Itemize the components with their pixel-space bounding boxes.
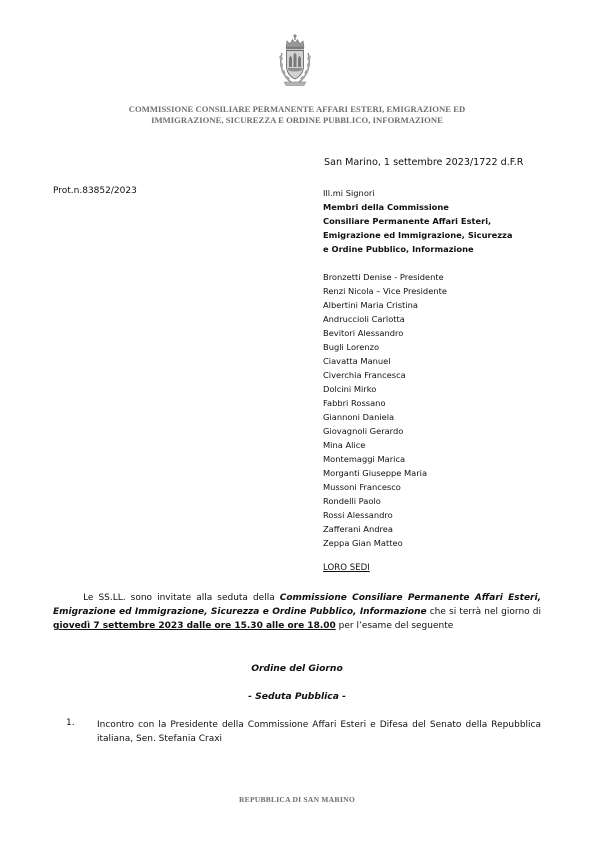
member-item: Albertini Maria Cristina xyxy=(323,300,418,310)
member-item: Bugli Lorenzo xyxy=(323,342,380,352)
meeting-date-time: giovedì 7 settembre 2023 dalle ore 15.30 alle ore 18.00 xyxy=(53,621,336,631)
salutation: Ill.mi Signori xyxy=(323,188,375,198)
invitation-text-2: che si terrà nel giorno di xyxy=(426,607,541,617)
member-item: Rondelli Paolo xyxy=(323,496,381,506)
member-item: Giannoni Daniela xyxy=(323,412,395,422)
invitation-text-3: per l’esame del seguente xyxy=(335,621,454,631)
header-line-1: COMMISSIONE CONSILIARE PERMANENTE AFFARI ESTERI, EMIGRAZIONE ED xyxy=(128,104,466,114)
member-item: Morganti Giuseppe Maria xyxy=(323,468,428,478)
member-item: Civerchia Francesca xyxy=(323,370,406,380)
member-item: Rossi Alessandro xyxy=(323,510,393,520)
agenda-item-number: 1. xyxy=(66,718,75,728)
member-item: Bronzetti Denise - Presidente xyxy=(323,272,444,282)
agenda-item-text: Incontro con la Presidente della Commissione Affari Esteri e Difesa del Senato della Repubblica italiana, Sen. Stefania Craxi xyxy=(97,720,541,744)
member-item: Zafferani Andrea xyxy=(323,524,393,534)
member-item: Bevitori Alessandro xyxy=(323,328,404,338)
member-item: Mina Alice xyxy=(323,440,366,450)
header-line-2: IMMIGRAZIONE, SICUREZZA E ORDINE PUBBLICO, INFORMAZIONE xyxy=(151,115,443,125)
member-item: Fabbri Rossano xyxy=(323,398,386,408)
member-item: Montemaggi Marica xyxy=(323,454,406,464)
commission-name: Commissione Consiliare Permanente Affari Esteri, Emigrazione ed Immigrazione, Sicurezza e Ordine Pubblico, Informazione xyxy=(53,593,541,617)
member-item: Ciavatta Manuel xyxy=(323,356,391,366)
san-marino-coat-of-arms-icon xyxy=(276,33,314,87)
member-item: Mussoni Francesco xyxy=(323,482,401,492)
member-item: Renzi Nicola – Vice Presidente xyxy=(323,286,447,296)
date-line: San Marino, 1 settembre 2023/1722 d.F.R xyxy=(324,157,524,168)
protocol-number: Prot.n.83852/2023 xyxy=(53,186,137,196)
members-list xyxy=(323,270,447,550)
invitation-text-1: Le SS.LL. sono invitate alla seduta della xyxy=(83,593,280,603)
member-item: Giovagnoli Gerardo xyxy=(323,426,404,436)
commission-header xyxy=(60,104,534,126)
recipient-line: Consiliare Permanente Affari Esteri, xyxy=(323,216,492,226)
recipients-block xyxy=(323,186,553,256)
footer-text: REPUBBLICA DI SAN MARINO xyxy=(239,795,355,804)
recipient-line: Membri della Commissione xyxy=(323,202,449,212)
loro-sedi: LORO SEDI xyxy=(323,563,370,573)
invitation-paragraph xyxy=(53,591,541,633)
agenda-title: Ordine del Giorno xyxy=(251,663,343,674)
recipient-line: Emigrazione ed Immigrazione, Sicurezza xyxy=(323,230,513,240)
member-item: Andruccioli Carlotta xyxy=(323,314,405,324)
recipient-line: e Ordine Pubblico, Informazione xyxy=(323,244,474,254)
member-item: Zeppa Gian Matteo xyxy=(323,538,403,548)
agenda-subtitle: - Seduta Pubblica - xyxy=(248,691,346,702)
member-item: Dolcini Mirko xyxy=(323,384,377,394)
